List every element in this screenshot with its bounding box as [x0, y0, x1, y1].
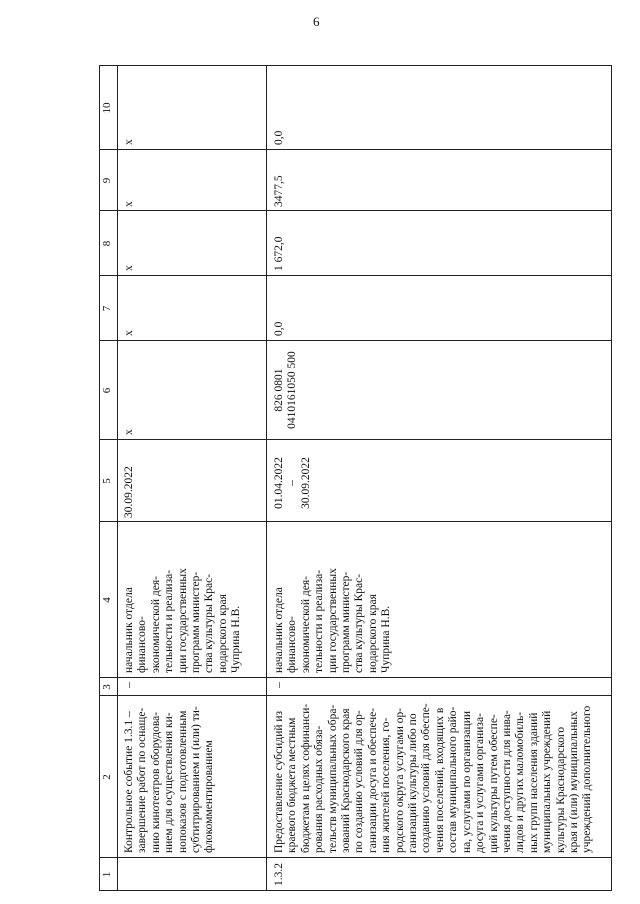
- header-cell-9: 9: [101, 177, 113, 184]
- row1-col10: x: [123, 139, 135, 145]
- column-divider: [99, 857, 612, 858]
- column-divider: [99, 275, 612, 276]
- header-cell-3: 3: [101, 684, 113, 690]
- header-cell-10: 10: [101, 102, 113, 114]
- row1-col3: –: [123, 682, 135, 688]
- row2-responsible: начальник отдела финансово- экономической дея- тельности и реализа- ции государственных программ министер- ства культуры Крас- нодарского края Чуприна Н.В.: [273, 568, 393, 673]
- header-cell-1: 1: [101, 871, 113, 878]
- column-divider: [99, 695, 612, 696]
- table-border-top: [99, 65, 100, 891]
- row1-code: x: [123, 429, 135, 435]
- header-cell-4: 4: [101, 597, 113, 603]
- page-number: 6: [313, 14, 320, 29]
- row1-col8: x: [123, 265, 135, 271]
- row2-description: Предоставление субсидий из краевого бюджета местным бюджетам в целях софинанси- рования расходных обяза- тельств муниципальных обра- зований Краснодарского края по созданию условий для ор- ганизации досуга и обеспече- ния жителей поселения, го- родского округа услугами ор- ганизаций культуры либо по созданию условий для обеспе- чения поселений, входящих в состав муниципального райо- на, услугами по организации досуга и услугами организа- ций культуры путем обеспе- чения доступности для инва- лидов и других маломобиль- ных групп населения зданий муниципальных учреждений культуры Краснодарского края и (или) муниципальных учреждений дополнительного: [273, 703, 594, 853]
- row1-description: Контрольное событие 1.3.1 – завершение работ по оснаще- нию кинотеатров оборудова- нием для осуществления ки- нопоказов с подготовленным субтитрированием и (или) ти- флокомментированием: [123, 706, 216, 853]
- column-divider: [99, 210, 612, 211]
- row1-col9: x: [123, 201, 135, 207]
- row1-responsible: начальник отдела финансово- экономической дея- тельности и реализа- ции государственных программ министер- ства культуры Крас- нодарского края Чуприна Н.В.: [123, 568, 243, 673]
- table-border-left: [99, 890, 612, 891]
- row2-dates: 01.04.2022 – 30.09.2022: [273, 457, 312, 509]
- row2-col10: 0,0: [273, 130, 285, 145]
- row2-col3: –: [273, 682, 285, 688]
- column-divider: [99, 149, 612, 150]
- row2-col7: 0,0: [273, 321, 285, 336]
- header-cell-2: 2: [101, 774, 113, 780]
- column-divider: [99, 677, 612, 678]
- row1-col7: x: [123, 330, 135, 336]
- table-border-bottom: [611, 65, 612, 891]
- row2-code: 826 0801 0410161050 500: [273, 351, 299, 429]
- header-divider: [117, 65, 118, 891]
- column-divider: [99, 439, 612, 440]
- header-cell-5: 5: [101, 478, 113, 484]
- header-cell-6: 6: [101, 387, 113, 394]
- table-viewport: [99, 65, 612, 891]
- row2-col9: 3477,5: [273, 175, 285, 207]
- header-cell-8: 8: [101, 240, 113, 247]
- budget-table: [99, 65, 612, 891]
- table-border-right: [99, 65, 612, 66]
- row2-col8: 1 672,0: [273, 236, 285, 271]
- row1-dates: 30.09.2022: [123, 466, 135, 518]
- row-divider: [266, 65, 267, 891]
- column-divider: [99, 521, 612, 522]
- row2-number: 1.3.2: [273, 863, 285, 886]
- column-divider: [99, 340, 612, 341]
- header-cell-7: 7: [101, 305, 113, 312]
